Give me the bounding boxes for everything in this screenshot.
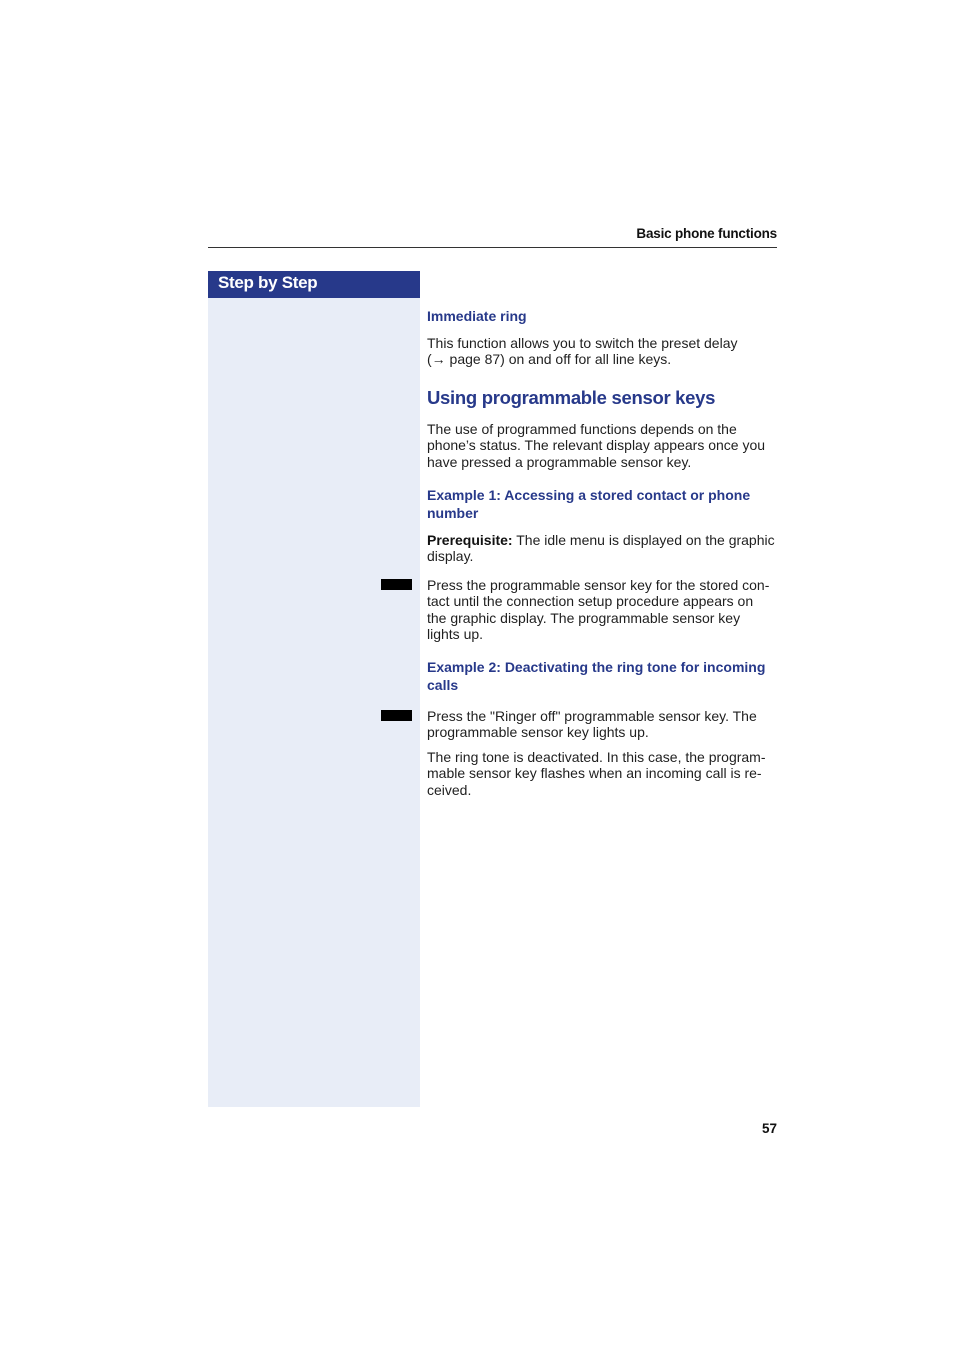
page-reference[interactable]: page 87) on and off for all line keys. bbox=[445, 351, 672, 368]
text-line: Press the "Ringer off" programmable sensor key. The bbox=[427, 708, 757, 724]
example2-note bbox=[427, 749, 779, 798]
prerequisite-label: Prerequisite: bbox=[427, 532, 513, 548]
example2-heading bbox=[427, 658, 779, 694]
text-line: mable sensor key flashes when an incoming call is re- bbox=[427, 765, 762, 782]
text-line: the graphic display. The programmable sensor key bbox=[427, 609, 741, 626]
example1-step bbox=[427, 577, 779, 643]
section-title: Using programmable sensor keys bbox=[427, 387, 716, 408]
text-line: The ring tone is deactivated. In this case, the program- bbox=[427, 749, 766, 765]
text-line: display. bbox=[427, 548, 474, 565]
sensor-key-icon bbox=[381, 579, 412, 590]
step-by-step-sidebar bbox=[208, 271, 420, 1107]
text-line: The use of programmed functions depends on the bbox=[427, 421, 737, 437]
text-line: lights up. bbox=[427, 626, 484, 643]
header-divider bbox=[208, 247, 777, 248]
prerequisite-text: The idle menu is displayed on the graphic bbox=[512, 532, 775, 548]
text-line: Press the programmable sensor key for the stored con- bbox=[427, 577, 770, 593]
text-line: phone’s status. The relevant display appears once you bbox=[427, 437, 766, 454]
immediate-ring-text bbox=[427, 335, 779, 368]
sidebar-title: Step by Step bbox=[218, 273, 318, 292]
arrow-icon: (→ bbox=[427, 351, 446, 368]
heading-line: calls bbox=[427, 677, 459, 693]
text-line bbox=[427, 532, 779, 548]
example1-heading bbox=[427, 486, 779, 522]
text-line: have pressed a programmable sensor key. bbox=[427, 453, 692, 470]
text-line: This function allows you to switch the preset delay bbox=[427, 335, 738, 351]
running-header: Basic phone functions bbox=[636, 226, 777, 241]
text-line: tact until the connection setup procedure appears on bbox=[427, 593, 754, 610]
page-number: 57 bbox=[761, 1121, 777, 1136]
section-intro bbox=[427, 421, 779, 470]
heading-line: number bbox=[427, 505, 479, 521]
immediate-ring-heading: Immediate ring bbox=[427, 308, 527, 324]
heading-line: Example 1: Accessing a stored contact or phone bbox=[427, 487, 751, 503]
example2-step bbox=[427, 708, 779, 741]
text-line: programmable sensor key lights up. bbox=[427, 724, 649, 741]
heading-line: Example 2: Deactivating the ring tone for incoming bbox=[427, 659, 766, 675]
sensor-key-icon bbox=[381, 710, 412, 721]
example1-prerequisite bbox=[427, 532, 779, 565]
text-line bbox=[427, 351, 779, 367]
text-line: ceived. bbox=[427, 781, 472, 798]
